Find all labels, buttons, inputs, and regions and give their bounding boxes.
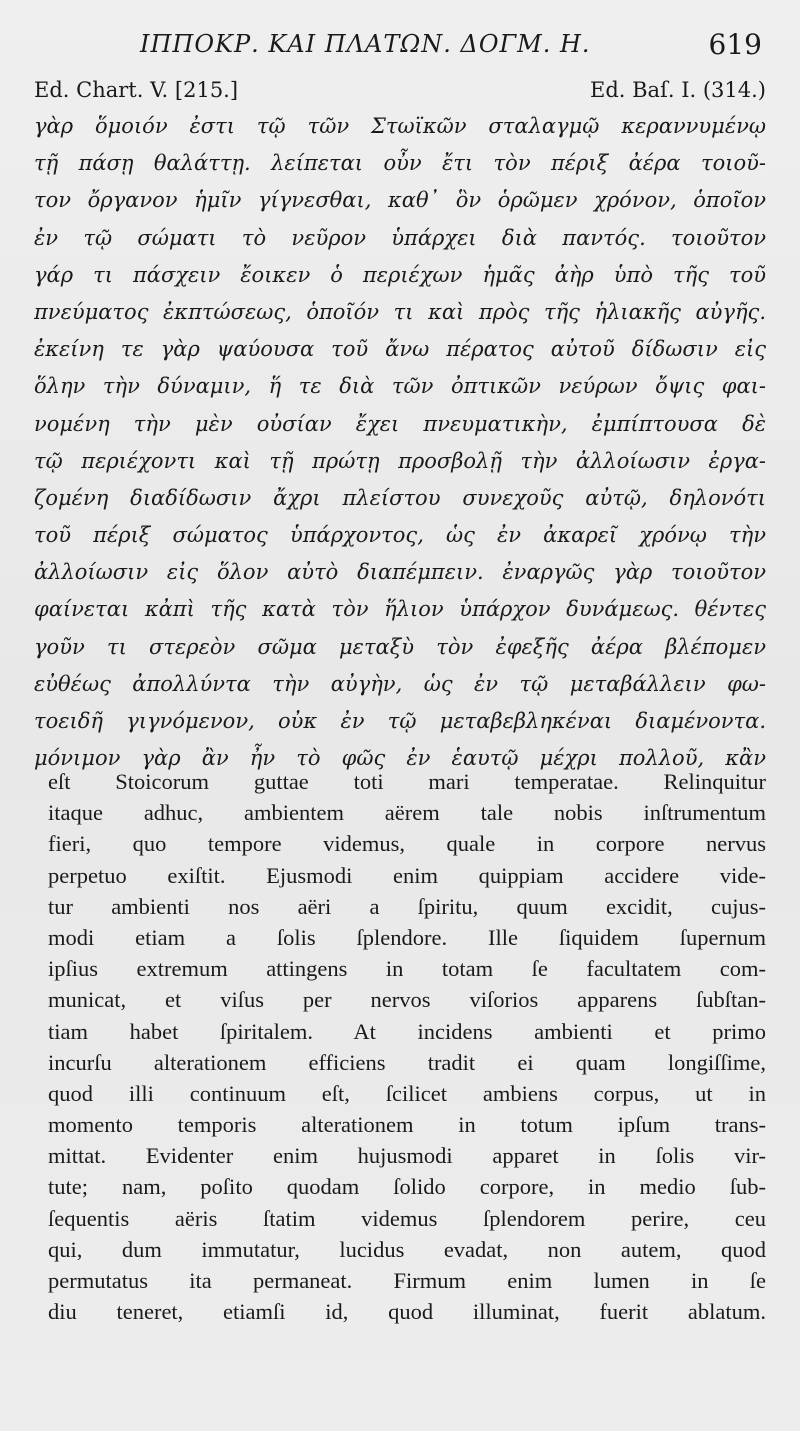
greek-line: εὐθέως ἀπολλύντα τὴν αὐγὴν, ὡς ἐν τῷ μεταβάλλειν φω- [34,671,766,696]
latin-line: perpetuo exiſtit. Ejusmodi enim quippiam accidere vide- [48,862,766,888]
latin-line: tiam habet ſpiritalem. At incidens ambienti et primo [48,1018,766,1044]
greek-line: ὅλην τὴν δύναμιν, ἥ τε διὰ τῶν ὀπτικῶν νεύρων ὄψις φαι- [34,374,766,399]
latin-line: momento temporis alterationem in totum ipſum trans- [48,1112,766,1138]
greek-line: τοειδῆ γιγνόμενον, οὐκ ἐν τῷ μεταβεβληκέναι διαμένοντα. [34,709,766,733]
latin-line: fieri, quo tempore videmus, quale in corpore nervus [48,831,766,857]
latin-line: ſequentis aëris ſtatim videmus ſplendorem perire, ceu [48,1205,766,1231]
greek-line: γάρ τι πάσχειν ἔοικεν ὁ περιέχων ἡμᾶς ἀὴρ ὑπὸ τῆς τοῦ [34,262,766,287]
greek-line: φαίνεται κἀπὶ τῆς κατὰ τὸν ἥλιον ὑπάρχον δυνάμεως. θέντες [34,597,766,622]
latin-line: quod illi continuum eſt, ſcilicet ambiens corpus, ut in [48,1080,766,1106]
latin-line: incurſu alterationem efficiens tradit ei quam longiſſime, [48,1049,766,1075]
latin-text-block [48,766,766,1327]
greek-text-block [34,108,766,777]
latin-line: ipſius extremum attingens in totam ſe facultatem com- [48,956,766,982]
greek-line: μόνιμον γὰρ ἂν ἦν τὸ φῶς ἐν ἑαυτῷ μέχρι πολλοῦ, κἂν [34,746,766,771]
page-number: 619 [708,28,762,61]
greek-line: τῷ περιέχοντι καὶ τῇ πρώτῃ προσβολῇ τὴν ἀλλοίωσιν ἐργα- [34,448,766,473]
running-head [0,30,800,64]
edition-chartier-reference: Ed. Chart. V. [215.] [34,78,239,102]
greek-line: ἀλλοίωσιν εἰς ὅλον αὐτὸ διαπέμπειν. ἐναργῶς γὰρ τοιοῦτον [34,560,766,585]
latin-line: tute; nam, poſito quodam ſolido corpore, in medio ſub- [48,1174,766,1200]
greek-line: γὰρ ὅμοιόν ἐστι τῷ τῶν Στωϊκῶν σταλαγμῷ κεραννυμένῳ [34,114,766,138]
latin-line: municat, et viſus per nervos viſorios apparens ſubſtan- [48,987,766,1013]
latin-line: permutatus ita permaneat. Firmum enim lumen in ſe [48,1268,766,1293]
greek-line: τοῦ πέριξ σώματος ὑπάρχοντος, ὡς ἐν ἀκαρεῖ χρόνῳ τὴν [34,523,766,548]
latin-line: modi etiam a ſolis ſplendore. Ille ſiquidem ſupernum [48,924,766,950]
greek-line: τῇ πάσῃ θαλάττῃ. λείπεται οὖν ἔτι τὸν πέριξ ἀέρα τοιοῦ- [34,151,766,176]
greek-line: νομένη τὴν μὲν οὐσίαν ἔχει πνευματικὴν, ἐμπίπτουσα δὲ [34,411,766,436]
greek-line: γοῦν τι στερεὸν σῶμα μεταξὺ τὸν ἐφεξῆς ἀέρα βλέπομεν [34,634,766,659]
latin-line: tur ambienti nos aëri a ſpiritu, quum excidit, cujus- [48,893,766,919]
latin-line: qui, dum immutatur, lucidus evadat, non autem, quod [48,1236,766,1262]
greek-line: τον ὄργανον ἡμῖν γίγνεσθαι, καθ᾽ ὃν ὁρῶμεν χρόνον, ὁποῖον [34,188,766,213]
latin-line: mittat. Evidenter enim hujusmodi apparet in ſolis vir- [48,1143,766,1169]
edition-reference-line [34,78,766,106]
greek-line: ἐν τῷ σώματι τὸ νεῦρον ὑπάρχει διὰ παντός. τοιοῦτον [34,225,766,250]
edition-basel-reference: Ed. Baſ. I. (314.) [590,78,766,102]
greek-line: ἐκείνη τε γὰρ ψαύουσα τοῦ ἄνω πέρατος αὐτοῦ δίδωσιν εἰς [34,337,766,362]
running-title: ΙΠΠΟΚΡ. ΚΑΙ ΠΛΑΤΩΝ. ΔΟΓΜ. Η. [140,30,591,58]
latin-line: eſt Stoicorum guttae toti mari temperatae. Relinquitur [48,769,766,794]
greek-line: πνεύματος ἐκπτώσεως, ὁποῖόν τι καὶ πρὸς τῆς ἡλιακῆς αὐγῆς. [34,299,766,324]
latin-line: itaque adhuc, ambientem aërem tale nobis inſtrumentum [48,800,766,826]
latin-line: diu teneret, etiamſi id, quod illuminat, fuerit ablatum. [48,1299,766,1325]
greek-line: ζομένη διαδίδωσιν ἄχρι πλείστου συνεχοῦς αὐτῷ, δηλονότι [34,485,766,510]
